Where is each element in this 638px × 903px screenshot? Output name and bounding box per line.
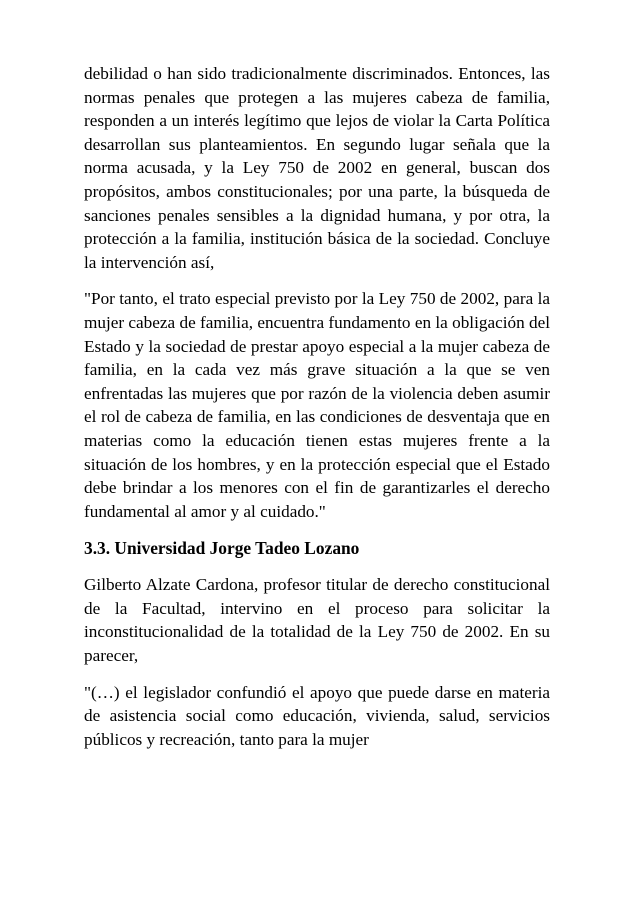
paragraph-gilberto-alzate: Gilberto Alzate Cardona, profesor titular de derecho constitucional de la Facultad, intervino en el proceso para solicitar la inconstitucionalidad de la totalidad de la Ley 750 de 2002. En su parecer, (84, 575, 550, 666)
paragraph-quote-ley-750: "Por tanto, el trato especial previsto por la Ley 750 de 2002, para la mujer cabeza de familia, encuentra fundamento en la obligación del Estado y la sociedad de prestar apoyo especial a la mujer cabeza de familia, en la cada vez más grave situación a la que se ven enfrentadas las mujeres que por razón de la violencia deben asumir el rol de cabeza de familia, en las condiciones de desventaja que en materias como la educación tienen estas mujeres frente a la situación de los hombres, y en la protección especial que el Estado debe brindar a los menores con el fin de garantizarles el derecho fundamental al amor y al cuidado." (84, 289, 550, 521)
paragraph-quote-legislador: "(…) el legislador confundió el apoyo que puede darse en materia de asistencia social como educación, vivienda, salud, servicios públicos y recreación, tanto para la mujer (84, 682, 550, 749)
document-page (84, 62, 550, 764)
section-heading: 3.3. Universidad Jorge Tadeo Lozano (84, 538, 360, 559)
paragraph-intervention-summary: debilidad o han sido tradicionalmente discriminados. Entonces, las normas penales que protegen a las mujeres cabeza de familia, responden a un interés legítimo que lejos de violar la Carta Política desarrollan sus planteamientos. En segundo lugar señala que la norma acusada, y la Ley 750 de 2002 en general, buscan dos propósitos, ambos constitucionales; por una parte, la búsqueda de sanciones penales sensibles a la dignidad humana, y por otra, la protección a la familia, institución básica de la sociedad. Concluye la intervención así, (84, 64, 550, 272)
